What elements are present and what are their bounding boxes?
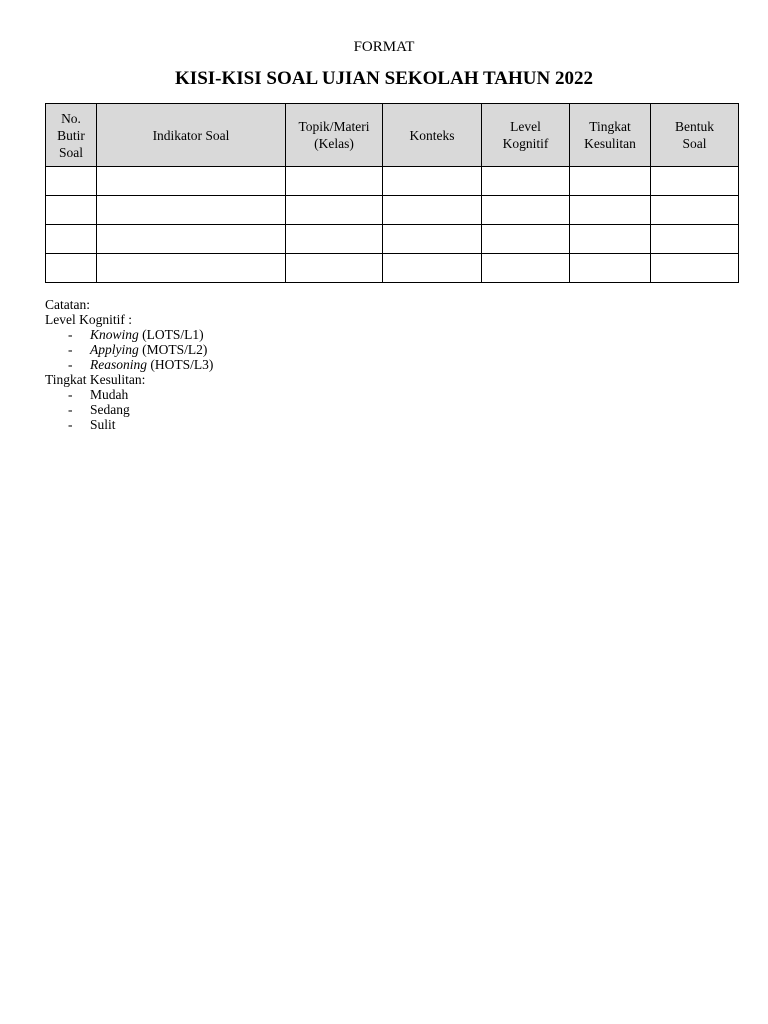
list-item [45, 417, 213, 432]
table-row [46, 254, 739, 283]
table-cell[interactable] [383, 167, 482, 196]
table-row [46, 225, 739, 254]
list-dash: - [68, 342, 73, 357]
table-cell[interactable] [46, 196, 97, 225]
table-cell[interactable] [482, 196, 570, 225]
table-cell[interactable] [570, 225, 651, 254]
column-header-tingkat-kesulitan: Tingkat Kesulitan [570, 104, 651, 167]
table-cell[interactable] [46, 167, 97, 196]
table-row [46, 167, 739, 196]
table-cell[interactable] [46, 225, 97, 254]
list-dash: - [68, 402, 73, 417]
difficulty-level: Sedang [90, 402, 130, 417]
table-cell[interactable] [97, 225, 286, 254]
column-header-no-butir-soal: No. Butir Soal [46, 104, 97, 167]
table-cell[interactable] [651, 196, 739, 225]
table-cell[interactable] [570, 196, 651, 225]
list-item [45, 342, 213, 357]
column-header-level-kognitif: Level Kognitif [482, 104, 570, 167]
table-header-row [46, 104, 739, 167]
table-cell[interactable] [286, 225, 383, 254]
table-cell[interactable] [383, 225, 482, 254]
table-cell[interactable] [482, 254, 570, 283]
column-header-topik-materi: Topik/Materi (Kelas) [286, 104, 383, 167]
list-dash: - [68, 327, 73, 342]
list-dash: - [68, 417, 73, 432]
table-cell[interactable] [651, 225, 739, 254]
table-cell[interactable] [383, 196, 482, 225]
table-cell[interactable] [46, 254, 97, 283]
table-cell[interactable] [651, 167, 739, 196]
table-cell[interactable] [97, 167, 286, 196]
column-header-indikator-soal: Indikator Soal [97, 104, 286, 167]
table-cell[interactable] [97, 196, 286, 225]
list-dash: - [68, 357, 73, 372]
difficulty-level: Mudah [90, 387, 129, 402]
table-cell[interactable] [570, 254, 651, 283]
column-header-konteks: Konteks [383, 104, 482, 167]
table-cell[interactable] [286, 254, 383, 283]
level-code: (LOTS/L1) [142, 327, 204, 342]
level-term: Reasoning [90, 357, 147, 372]
level-term: Knowing [90, 327, 139, 342]
table-cell[interactable] [383, 254, 482, 283]
notes-section [45, 297, 213, 432]
format-label: FORMAT [353, 39, 415, 55]
list-item [45, 387, 213, 402]
table-cell[interactable] [651, 254, 739, 283]
difficulty-level: Sulit [90, 417, 116, 432]
table-cell[interactable] [570, 167, 651, 196]
table-cell[interactable] [286, 167, 383, 196]
table-cell[interactable] [97, 254, 286, 283]
level-kognitif-list [45, 327, 213, 372]
level-code: (MOTS/L2) [142, 342, 208, 357]
level-term: Applying [90, 342, 139, 357]
level-code: (HOTS/L3) [150, 357, 214, 372]
table-cell[interactable] [286, 196, 383, 225]
tingkat-kesulitan-list [45, 387, 213, 432]
list-item [45, 402, 213, 417]
list-dash: - [68, 387, 73, 402]
column-header-bentuk-soal: Bentuk Soal [651, 104, 739, 167]
table-cell[interactable] [482, 167, 570, 196]
level-kognitif-heading: Level Kognitif : [45, 312, 132, 327]
list-item [45, 357, 213, 372]
tingkat-kesulitan-heading: Tingkat Kesulitan: [45, 372, 146, 387]
kisi-kisi-table [45, 103, 739, 283]
list-item [45, 327, 213, 342]
page-title: KISI-KISI SOAL UJIAN SEKOLAH TAHUN 2022 [175, 68, 593, 89]
table-cell[interactable] [482, 225, 570, 254]
notes-heading: Catatan: [45, 297, 90, 312]
table-row [46, 196, 739, 225]
